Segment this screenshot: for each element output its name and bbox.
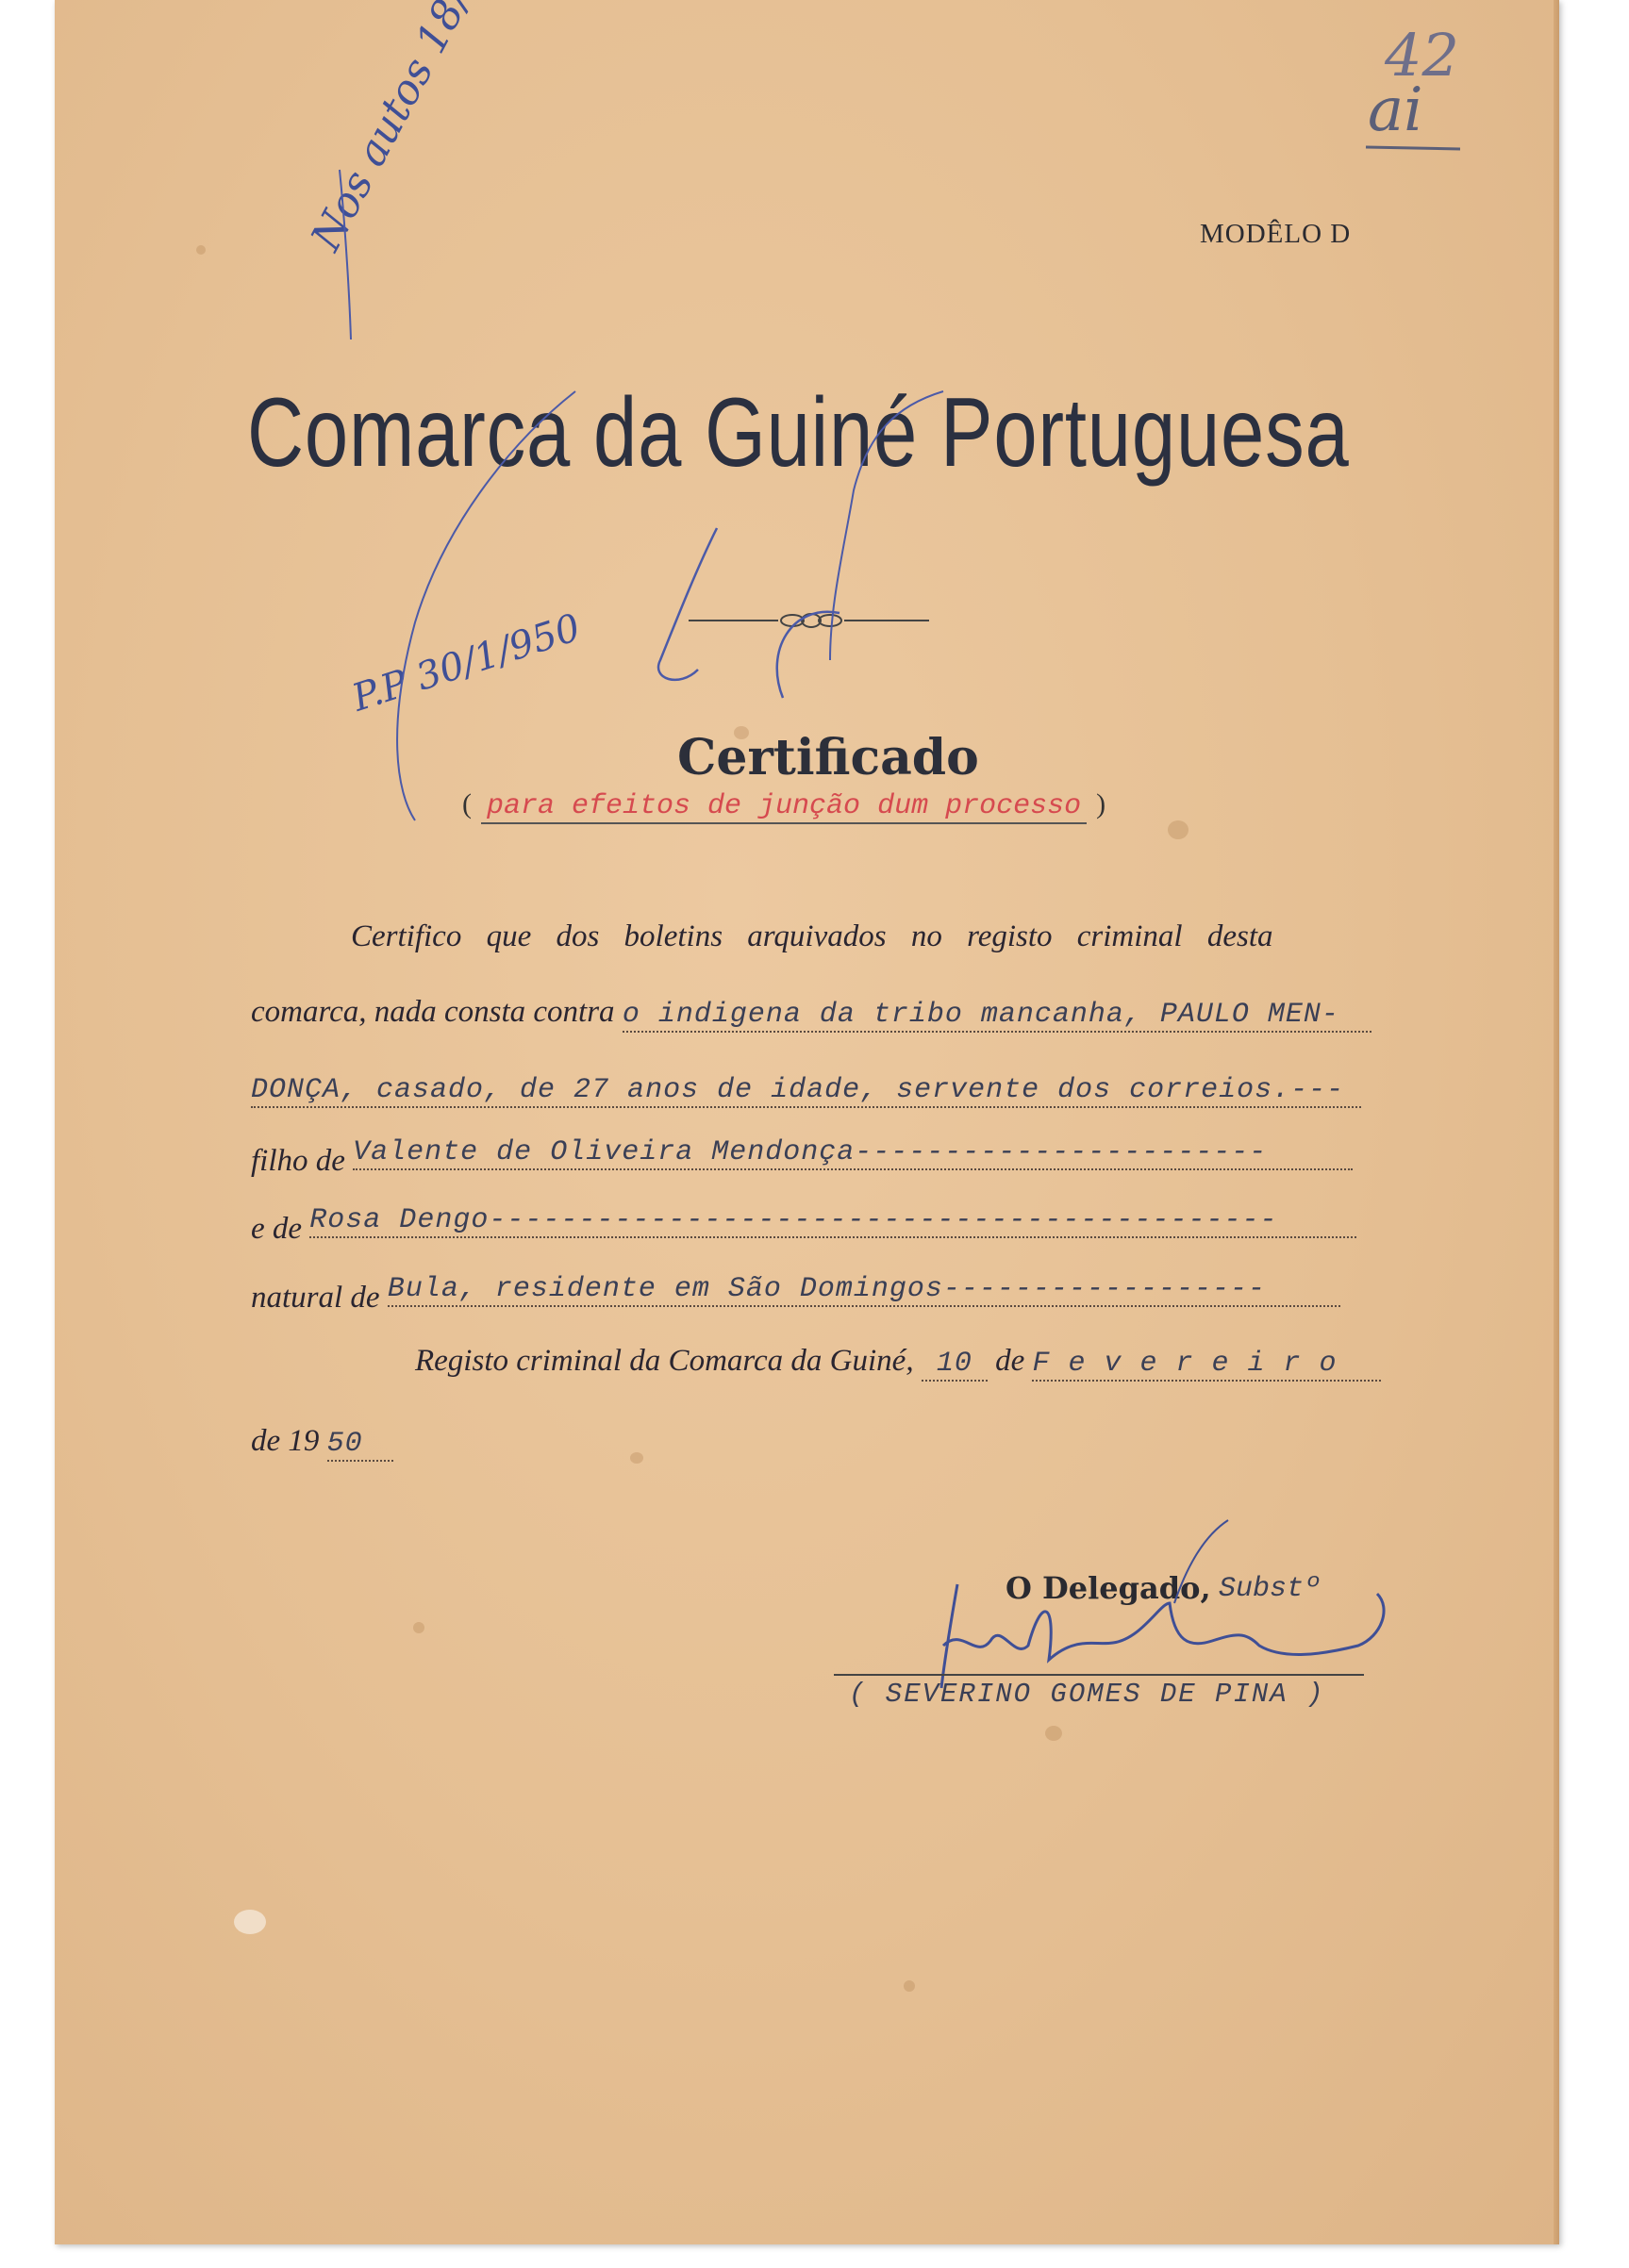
natural-field: Bula, residente em São Domingos------------------ (388, 1273, 1340, 1307)
paren-open: ( (462, 788, 472, 819)
paper-edge (1554, 0, 1559, 2244)
certificate-subtitle-line (462, 788, 1105, 822)
stain (196, 245, 206, 255)
subject-details-field: DONÇA, casado, de 27 anos de idade, servente dos correios.--- (251, 1074, 1361, 1108)
year-field: 50 (327, 1428, 393, 1462)
natural-line (251, 1273, 1340, 1316)
signature-role-suffix: Substº (1219, 1573, 1321, 1605)
stain (904, 1980, 915, 1992)
body-line-1: Certifico que dos boletins arquivados no registo criminal desta (351, 919, 1273, 953)
model-label: MODÊLO D (1200, 219, 1352, 249)
subject-field: o indigena da tribo mancanha, PAULO MEN- (623, 999, 1371, 1033)
de-label: de (995, 1344, 1025, 1378)
page-title: Comarca da Guiné Portuguesa (247, 378, 1350, 488)
paren-close: ) (1096, 788, 1106, 819)
stain (630, 1452, 643, 1464)
stain (1168, 820, 1189, 839)
natural-label: natural de (251, 1281, 380, 1315)
day-field: 10 (922, 1348, 988, 1382)
stain (413, 1622, 424, 1633)
mother-label: e de (251, 1212, 303, 1246)
year-label: de 19 (251, 1424, 320, 1458)
certificate-title: Certificado (677, 729, 979, 786)
father-line (251, 1136, 1353, 1179)
year-line (251, 1424, 393, 1462)
document-page (55, 0, 1559, 2244)
father-field: Valente de Oliveira Mendonça----------------------- (353, 1136, 1353, 1170)
corner-note-number: 42 (1385, 21, 1459, 90)
certificate-subtitle: para efeitos de junção dum processo (481, 790, 1087, 824)
paper-tear (234, 1910, 266, 1934)
handwritten-visto-note: P.P 30/1/950 (347, 605, 586, 720)
body-line-2 (251, 995, 1371, 1033)
signature-line (834, 1674, 1364, 1676)
month-field: F e v e r e i r o (1032, 1348, 1381, 1382)
mother-field: Rosa Dengo-------------------------------------------- (309, 1204, 1356, 1238)
father-label: filho de (251, 1144, 345, 1178)
mother-line (251, 1204, 1356, 1247)
signatory-name: ( SEVERINO GOMES DE PINA ) (849, 1679, 1325, 1710)
stain (1045, 1726, 1062, 1741)
body-line-3 (251, 1070, 1361, 1108)
contra-label: comarca, nada consta contra (251, 995, 615, 1029)
ornament-divider (689, 609, 929, 632)
corner-note-letters: ai (1368, 75, 1423, 145)
registry-date-line (415, 1344, 1381, 1382)
registry-label: Registo criminal da Comarca da Guiné, (415, 1344, 914, 1378)
signature-role: O Delegado, (1006, 1570, 1211, 1606)
